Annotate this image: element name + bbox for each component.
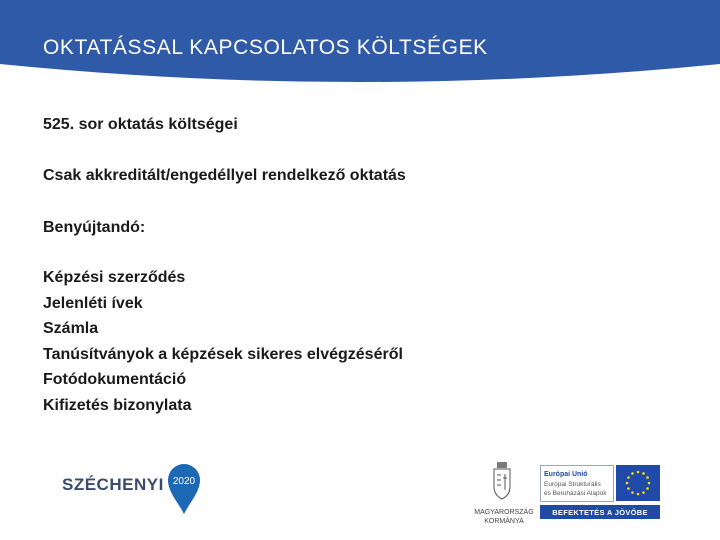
list-item: Jelenléti ívek bbox=[43, 294, 143, 312]
eu-star bbox=[631, 491, 634, 494]
list-item: Számla bbox=[43, 320, 99, 337]
list-item: Képzési szerződés bbox=[43, 269, 186, 286]
map-pin-icon bbox=[168, 464, 200, 514]
page-title: OKTATÁSSAL KAPCSOLATOS KÖLTSÉGEK bbox=[43, 36, 488, 59]
eu-star bbox=[627, 476, 630, 479]
szechenyi-2020-logo bbox=[62, 462, 208, 518]
eu-star bbox=[646, 487, 649, 490]
eu-logo-line2: és Beruházási Alapok bbox=[544, 490, 607, 497]
eu-star bbox=[642, 472, 645, 475]
government-logo-line1: MAGYARORSZÁG bbox=[474, 509, 534, 516]
eu-logo-line1: Európai Strukturális bbox=[544, 481, 601, 488]
eu-banner-text: BEFEKTETÉS A JÖVŐBE bbox=[552, 508, 648, 517]
eu-funds-logo bbox=[540, 465, 662, 521]
eu-flag-icon bbox=[616, 465, 660, 501]
szechenyi-year: 2020 bbox=[172, 476, 196, 487]
list-item: Fotódokumentáció bbox=[43, 371, 187, 388]
government-logo bbox=[470, 460, 538, 526]
submission-heading: Benyújtandó: bbox=[43, 219, 146, 236]
eu-star bbox=[631, 472, 634, 475]
eu-logo-title: Európai Unió bbox=[544, 471, 588, 478]
eu-star bbox=[642, 491, 645, 494]
list-item: Kifizetés bizonylata bbox=[43, 396, 192, 414]
eu-star bbox=[626, 482, 629, 485]
header-banner bbox=[0, 0, 720, 96]
eu-star bbox=[648, 482, 651, 485]
list-item: Tanúsítványok a képzések sikeres elvégzéséről bbox=[43, 345, 403, 363]
coat-of-arms-icon bbox=[494, 462, 510, 499]
szechenyi-wordmark: SZÉCHENYI bbox=[62, 475, 164, 494]
eu-star bbox=[627, 487, 630, 490]
eligibility-line: Csak akkreditált/engedéllyel rendelkező oktatás bbox=[43, 167, 406, 184]
cost-line: 525. sor oktatás költségei bbox=[43, 116, 238, 133]
document-list bbox=[43, 265, 403, 418]
government-logo-line2: KORMÁNYA bbox=[484, 518, 524, 525]
eu-star bbox=[637, 493, 640, 496]
eu-star bbox=[646, 476, 649, 479]
eu-star bbox=[637, 471, 640, 474]
